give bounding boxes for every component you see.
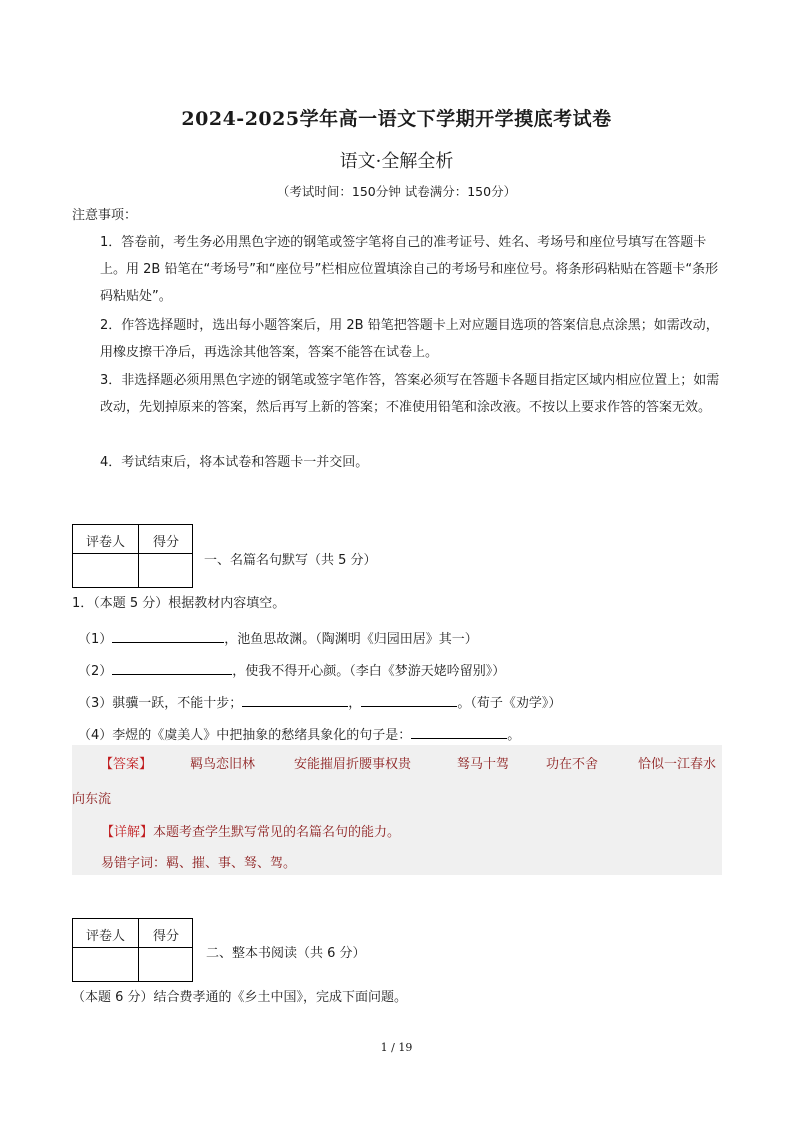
blank-4[interactable] — [411, 725, 507, 739]
item-3-num: （3） — [78, 696, 113, 711]
answer-item-3: 驽马十驾 — [457, 757, 510, 772]
notes-item-3-text: 3．非选择题必须用黑色字迹的钢笔或签字笔作答，答案必须写在答题卡各题目指定区域内相应位置上；如需改动，先划掉原来的答案，然后再写上新的答案；不准使用铅笔和涂改液。不按以上要求作答的答案无效。 — [100, 373, 720, 415]
exam-subtitle: 语文·全解全析 — [339, 151, 454, 172]
question-1-item-4 — [78, 725, 520, 742]
answer-explanation-box — [72, 745, 722, 875]
notes-item-1-text: 1．答卷前，考生务必用黑色字迹的钢笔或签字笔将自己的准考证号、姓名、考场号和座位号填写在答题卡上。用 2B 铅笔在“考场号”和“座位号”栏相应位置填涂自己的考场号和座位号。将条形码粘贴在答题卡“条形码粘贴处”。 — [100, 235, 719, 304]
detail-line — [101, 821, 400, 840]
question-1-item-2 — [78, 661, 505, 678]
notes-item-4 — [72, 449, 724, 476]
score-box-grader-label-2: 评卷人 — [85, 929, 125, 944]
score-box-grader-label: 评卷人 — [85, 535, 125, 550]
question-1-intro: 1．（本题 5 分）根据教材内容填空。 — [72, 596, 286, 611]
blank-3b[interactable] — [361, 693, 457, 707]
exam-title: 2024-2025学年高一语文下学期开学摸底考试卷 — [181, 108, 612, 130]
item-4-before: 李煜的《虞美人》中把抽象的愁绪具象化的句子是： — [112, 728, 412, 743]
answer-item-1: 羁鸟恋旧林 — [190, 757, 256, 772]
item-3-after: 。（荀子《劝学》） — [457, 696, 562, 711]
detail-label: 【详解】 — [101, 825, 154, 840]
notes-item-2-text: 2．作答选择题时，选出每小题答案后，用 2B 铅笔把答题卡上对应题目选项的答案信息点涂黑；如需改动，用橡皮擦干净后，再选涂其他答案，答案不能答在试卷上。 — [100, 318, 719, 360]
page-number: 1 / 19 — [380, 1041, 413, 1054]
exam-time-info: （考试时间：150分钟 试卷满分：150分） — [276, 184, 517, 199]
question-2-intro: （本题 6 分）结合费孝通的《乡土中国》，完成下面问题。 — [72, 990, 408, 1005]
notes-item-4-text: 4．考试结束后，将本试卷和答题卡一并交回。 — [100, 455, 369, 470]
item-3-before: 骐骥一跃，不能十步； — [112, 696, 243, 711]
section-1-title: 一、名篇名句默写（共 5 分） — [204, 553, 377, 568]
answer-label: 【答案】 — [100, 757, 153, 772]
score-box-score-label: 得分 — [152, 535, 179, 550]
item-2-after: ，使我不得开心颜。（李白《梦游天姥吟留别》） — [232, 664, 506, 679]
blank-3a[interactable] — [242, 693, 348, 707]
item-3-mid: ， — [348, 696, 362, 711]
question-1-item-3 — [78, 693, 561, 710]
detail-text: 本题考查学生默写常见的名篇名句的能力。 — [153, 825, 401, 840]
score-box-section-1 — [72, 524, 193, 588]
score-box-section-2 — [72, 918, 193, 982]
item-2-num: （2） — [78, 664, 113, 679]
answer-item-4: 功在不舍 — [546, 757, 599, 772]
notes-item-1 — [72, 229, 724, 310]
answer-item-2: 安能摧眉折腰事权贵 — [294, 757, 412, 772]
section-2-title: 二、整本书阅读（共 6 分） — [206, 946, 366, 961]
typo-line: 易错字词：羁、摧、事、驽、驾。 — [101, 856, 297, 871]
notes-heading: 注意事项： — [72, 208, 138, 223]
item-1-after: ，池鱼思故渊。（陶渊明《归园田居》其一） — [224, 632, 478, 647]
blank-1[interactable] — [112, 629, 224, 643]
score-box-score-label-2: 得分 — [152, 929, 179, 944]
notes-item-2 — [72, 312, 724, 366]
item-4-num: （4） — [78, 728, 113, 743]
answer-item-5: 恰似一江春水 — [638, 757, 717, 772]
item-4-after: 。 — [507, 728, 521, 743]
item-1-num: （1） — [78, 632, 113, 647]
question-1-item-1 — [78, 629, 478, 646]
notes-item-3 — [72, 367, 724, 421]
blank-2[interactable] — [112, 661, 232, 675]
answer-continuation: 向东流 — [72, 792, 112, 807]
